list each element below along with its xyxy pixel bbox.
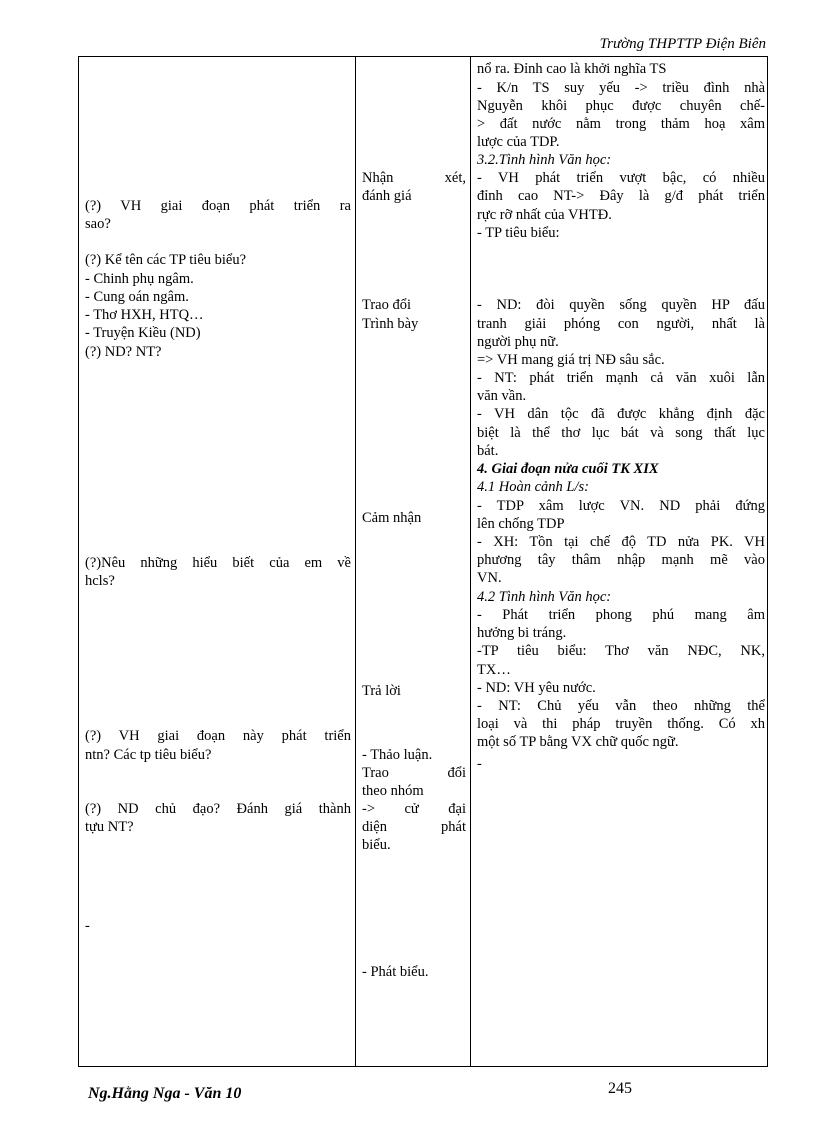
col2-line: Trao đổi	[362, 765, 466, 781]
col3-line: - VH dân tộc đã được khẳng định đặc	[477, 406, 765, 422]
col3-line: - TP tiêu biểu:	[477, 225, 560, 241]
col3-line: lên chống TDP	[477, 516, 565, 532]
col3-line: - ND: đòi quyền sống quyền HP đấu	[477, 297, 765, 313]
col2-line: - Phát biểu.	[362, 964, 429, 980]
col1-line: - Cung oán ngâm.	[85, 289, 189, 305]
col1-line: ntn? Các tp tiêu biểu?	[85, 747, 212, 763]
col1-line: (?)Nêu những hiểu biết của em về	[85, 555, 351, 571]
col2-line: - Thảo luận.	[362, 747, 433, 763]
col1-line: - Thơ HXH, HTQ…	[85, 307, 204, 323]
col1-line: hcls?	[85, 573, 115, 589]
col3-line: 4.1 Hoàn cảnh L/s:	[477, 479, 589, 495]
col3-line: loại và thi pháp truyền thống. Có xh	[477, 716, 765, 732]
col3-line: - NT: Chủ yếu vẫn theo những thể	[477, 698, 765, 714]
col1-line: -	[85, 918, 90, 934]
col3-line: người phụ nữ.	[477, 334, 559, 350]
col2-line: diện phát	[362, 819, 466, 835]
col2-line: Trình bày	[362, 316, 419, 332]
col3-line: - Phát triển phong phú mang âm	[477, 607, 765, 623]
col2-line: Cảm nhận	[362, 510, 422, 526]
col3-line: 3.2.Tình hình Văn học:	[477, 152, 612, 168]
col1-line: (?) ND? NT?	[85, 344, 162, 360]
column-divider-1	[355, 57, 356, 1066]
col3-line: -TP tiêu biểu: Thơ văn NĐC, NK,	[477, 643, 765, 659]
col2-line: biểu.	[362, 837, 391, 853]
col3-line: 4.2 Tình hình Văn học:	[477, 589, 612, 605]
col2-line: Trả lời	[362, 683, 401, 699]
column-divider-2	[470, 57, 471, 1066]
col3-line: > đất nước nằm trong thảm hoạ xâm	[477, 116, 765, 132]
col3-line: - XH: Tồn tại chế độ TD nửa PK. VH	[477, 534, 765, 550]
col1-line: sao?	[85, 216, 111, 232]
col3-line: - TDP xâm lược VN. ND phải đứng	[477, 498, 765, 514]
col3-line: - VH phát triển vượt bậc, có nhiều	[477, 170, 765, 186]
col2-line: -> cử đại	[362, 801, 466, 817]
col2-line: theo nhóm	[362, 783, 424, 799]
col3-line: hưởng bi tráng.	[477, 625, 567, 641]
col3-line: nổ ra. Đỉnh cao là khởi nghĩa TS	[477, 61, 667, 77]
col3-line: lược của TDP.	[477, 134, 560, 150]
col3-line: một số TP bằng VX chữ quốc ngữ.	[477, 734, 679, 750]
col3-line: tranh giải phóng con người, nhất là	[477, 316, 765, 332]
col3-line: => VH mang giá trị NĐ sâu sắc.	[477, 352, 665, 368]
col3-line: - NT: phát triển mạnh cả văn xuôi lẫn	[477, 370, 765, 386]
col3-line: đỉnh cao NT-> Đây là g/đ phát triển	[477, 188, 765, 204]
col3-line: rực rỡ nhất của VHTĐ.	[477, 207, 612, 223]
col3-line: biệt là thể thơ lục bát và song thất lục	[477, 425, 765, 441]
col3-line: bát.	[477, 443, 499, 459]
col2-line: đánh giá	[362, 188, 412, 204]
col1-line: (?) Kể tên các TP tiêu biểu?	[85, 252, 247, 268]
col3-line: 4. Giai đoạn nửa cuối TK XIX	[477, 461, 659, 477]
col3-line: phương tây thâm nhập mạnh mẽ vào	[477, 552, 765, 568]
school-header: Trường THPTTP Điện Biên	[599, 36, 766, 52]
col3-line: văn vần.	[477, 388, 527, 404]
col1-line: (?) ND chủ đạo? Đánh giá thành	[85, 801, 351, 817]
footer-author: Ng.Hằng Nga - Văn 10	[88, 1085, 242, 1102]
col3-line: VN.	[477, 570, 502, 586]
col1-line: - Chinh phụ ngâm.	[85, 271, 194, 287]
col3-line: TX…	[477, 662, 511, 678]
col1-line: (?) VH giai đoạn phát triển ra	[85, 198, 351, 214]
col3-line: Nguyễn khôi phục được chuyên chế-	[477, 98, 765, 114]
col3-line: - K/n TS suy yếu -> triều đình nhà	[477, 80, 765, 96]
col1-line: tựu NT?	[85, 819, 134, 835]
col3-line: -	[477, 756, 482, 772]
col3-line: - ND: VH yêu nước.	[477, 680, 596, 696]
page-number: 245	[608, 1080, 632, 1097]
col1-line: - Truyện Kiều (ND)	[85, 325, 201, 341]
col1-line: (?) VH giai đoạn này phát triển	[85, 728, 351, 744]
col2-line: Nhận xét,	[362, 170, 466, 186]
lesson-table	[78, 57, 768, 1067]
col2-line: Trao đổi	[362, 297, 412, 313]
